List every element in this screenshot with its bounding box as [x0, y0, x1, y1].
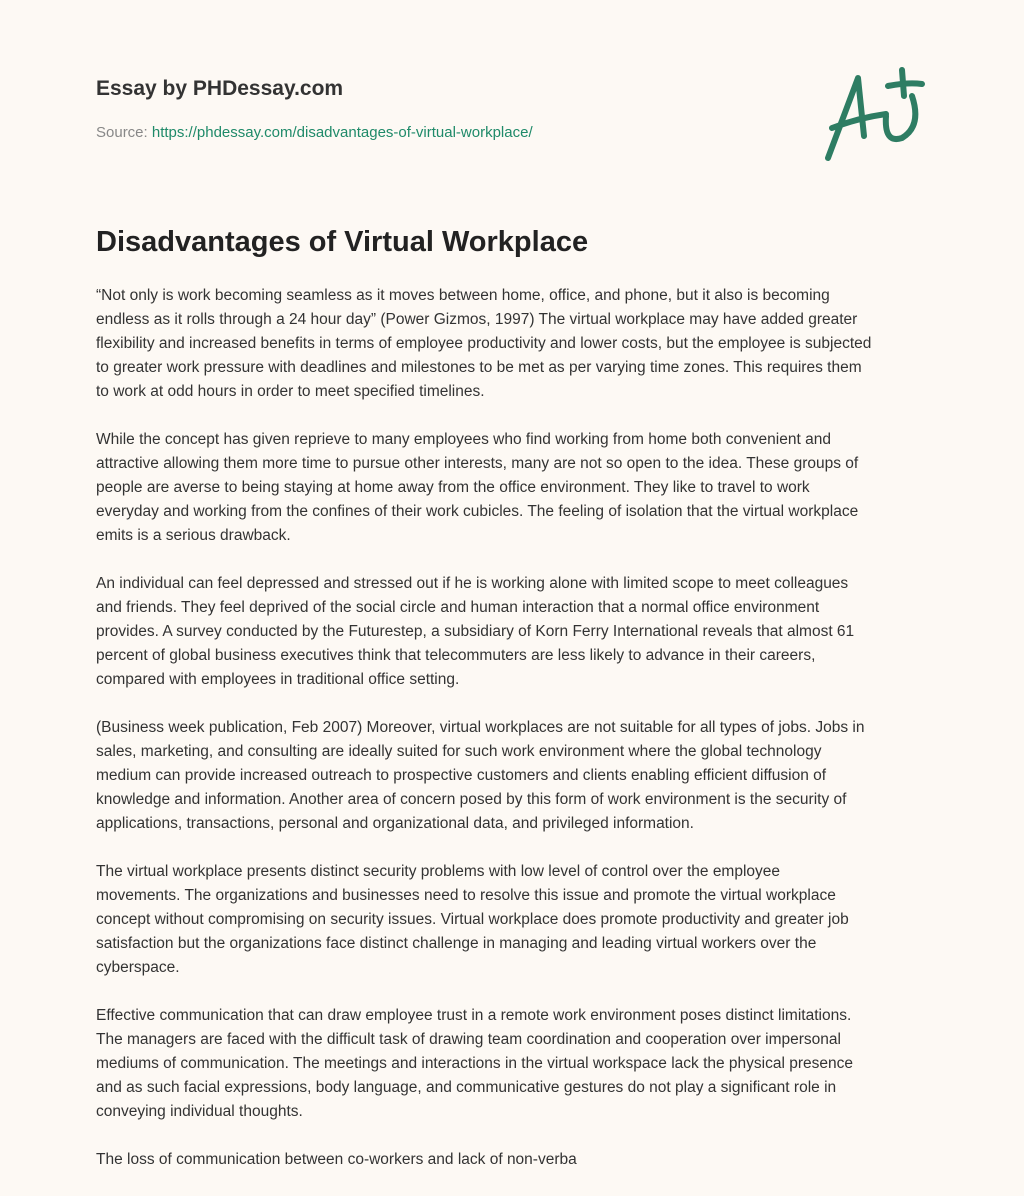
source-line [96, 124, 533, 141]
paragraph-line: flexibility and increased benefits in terms of employee productivity and lower costs, but the employee is subjected [96, 335, 872, 352]
paragraph-line: percent of global business executives think that telecommuters are less likely to advance in their careers, [96, 647, 816, 664]
essay-paragraph [96, 860, 946, 980]
essay-title: Disadvantages of Virtual Workplace [96, 226, 589, 258]
paragraph-line: The virtual workplace presents distinct security problems with low level of control over the employee [96, 863, 781, 880]
paragraph-line: to work at odd hours in order to meet specified timelines. [96, 383, 485, 400]
paragraph-line: provides. A survey conducted by the Futurestep, a subsidiary of Korn Ferry International reveals that almost 61 [96, 623, 855, 640]
source-link[interactable]: https://phdessay.com/disadvantages-of-virtual-workplace/ [151, 124, 533, 141]
paragraph-line: satisfaction but the organizations face distinct challenge in managing and leading virtual workers over the [96, 935, 817, 952]
essay-paragraph [96, 716, 946, 836]
essay-body [96, 284, 946, 1196]
paragraph-line: people are averse to being staying at home away from the office environment. They like to travel to work [96, 479, 810, 496]
paragraph-line: The loss of communication between co-workers and lack of non-verba [96, 1151, 577, 1168]
source-label: Source: [96, 124, 148, 141]
paragraph-line: applications, transactions, personal and organizational data, and privileged information. [96, 815, 694, 832]
paragraph-line: and as such facial expressions, body language, and communicative gestures do not play a significant role in [96, 1079, 837, 1096]
paragraph-line: knowledge and information. Another area of concern posed by this form of work environment is the security of [96, 791, 847, 808]
a-plus-logo-icon [818, 66, 928, 166]
paragraph-line: and friends. They feel deprived of the social circle and human interaction that a normal office environment [96, 599, 820, 616]
paragraph-line: conveying individual thoughts. [96, 1103, 303, 1120]
paragraph-line: compared with employees in traditional office setting. [96, 671, 460, 688]
paragraph-line: emits is a serious drawback. [96, 527, 291, 544]
paragraph-line: mediums of communication. The meetings and interactions in the virtual workspace lack the physical presence [96, 1055, 854, 1072]
paragraph-line: The managers are faced with the difficult task of drawing team coordination and cooperation over impersonal [96, 1031, 841, 1048]
paragraph-line: endless as it rolls through a 24 hour day” (Power Gizmos, 1997) The virtual workplace may have added greater [96, 311, 858, 328]
essay-paragraph [96, 1004, 946, 1124]
paragraph-line: sales, marketing, and consulting are ideally suited for such work environment where the global technology [96, 743, 822, 760]
paragraph-line: everyday and working from the confines of their work cubicles. The feeling of isolation that the virtual workplace [96, 503, 859, 520]
site-title: Essay by PHDessay.com [96, 77, 344, 100]
paragraph-line: Effective communication that can draw employee trust in a remote work environment poses distinct limitations. [96, 1007, 852, 1024]
paragraph-line: attractive allowing them more time to pursue other interests, many are not so open to the idea. These groups of [96, 455, 859, 472]
paragraph-line: An individual can feel depressed and stressed out if he is working alone with limited scope to meet colleagues [96, 575, 849, 592]
paragraph-line: to greater work pressure with deadlines and milestones to be met as per varying time zones. This requires them [96, 359, 862, 376]
essay-paragraph [96, 572, 946, 692]
paragraph-line: medium can provide increased outreach to prospective customers and clients enabling efficient diffusion of [96, 767, 827, 784]
paragraph-line: movements. The organizations and businesses need to resolve this issue and promote the virtual workplace [96, 887, 836, 904]
paragraph-line: “Not only is work becoming seamless as it moves between home, office, and phone, but it also is becoming [96, 287, 830, 304]
essay-paragraph [96, 428, 946, 548]
paragraph-line: (Business week publication, Feb 2007) Moreover, virtual workplaces are not suitable for all types of jobs. Jobs in [96, 719, 865, 736]
essay-paragraph [96, 284, 946, 404]
essay-paragraph [96, 1148, 946, 1172]
paragraph-line: concept without compromising on security issues. Virtual workplace does promote productivity and greater job [96, 911, 849, 928]
paragraph-line: cyberspace. [96, 959, 180, 976]
paragraph-line: While the concept has given reprieve to many employees who find working from home both convenient and [96, 431, 831, 448]
